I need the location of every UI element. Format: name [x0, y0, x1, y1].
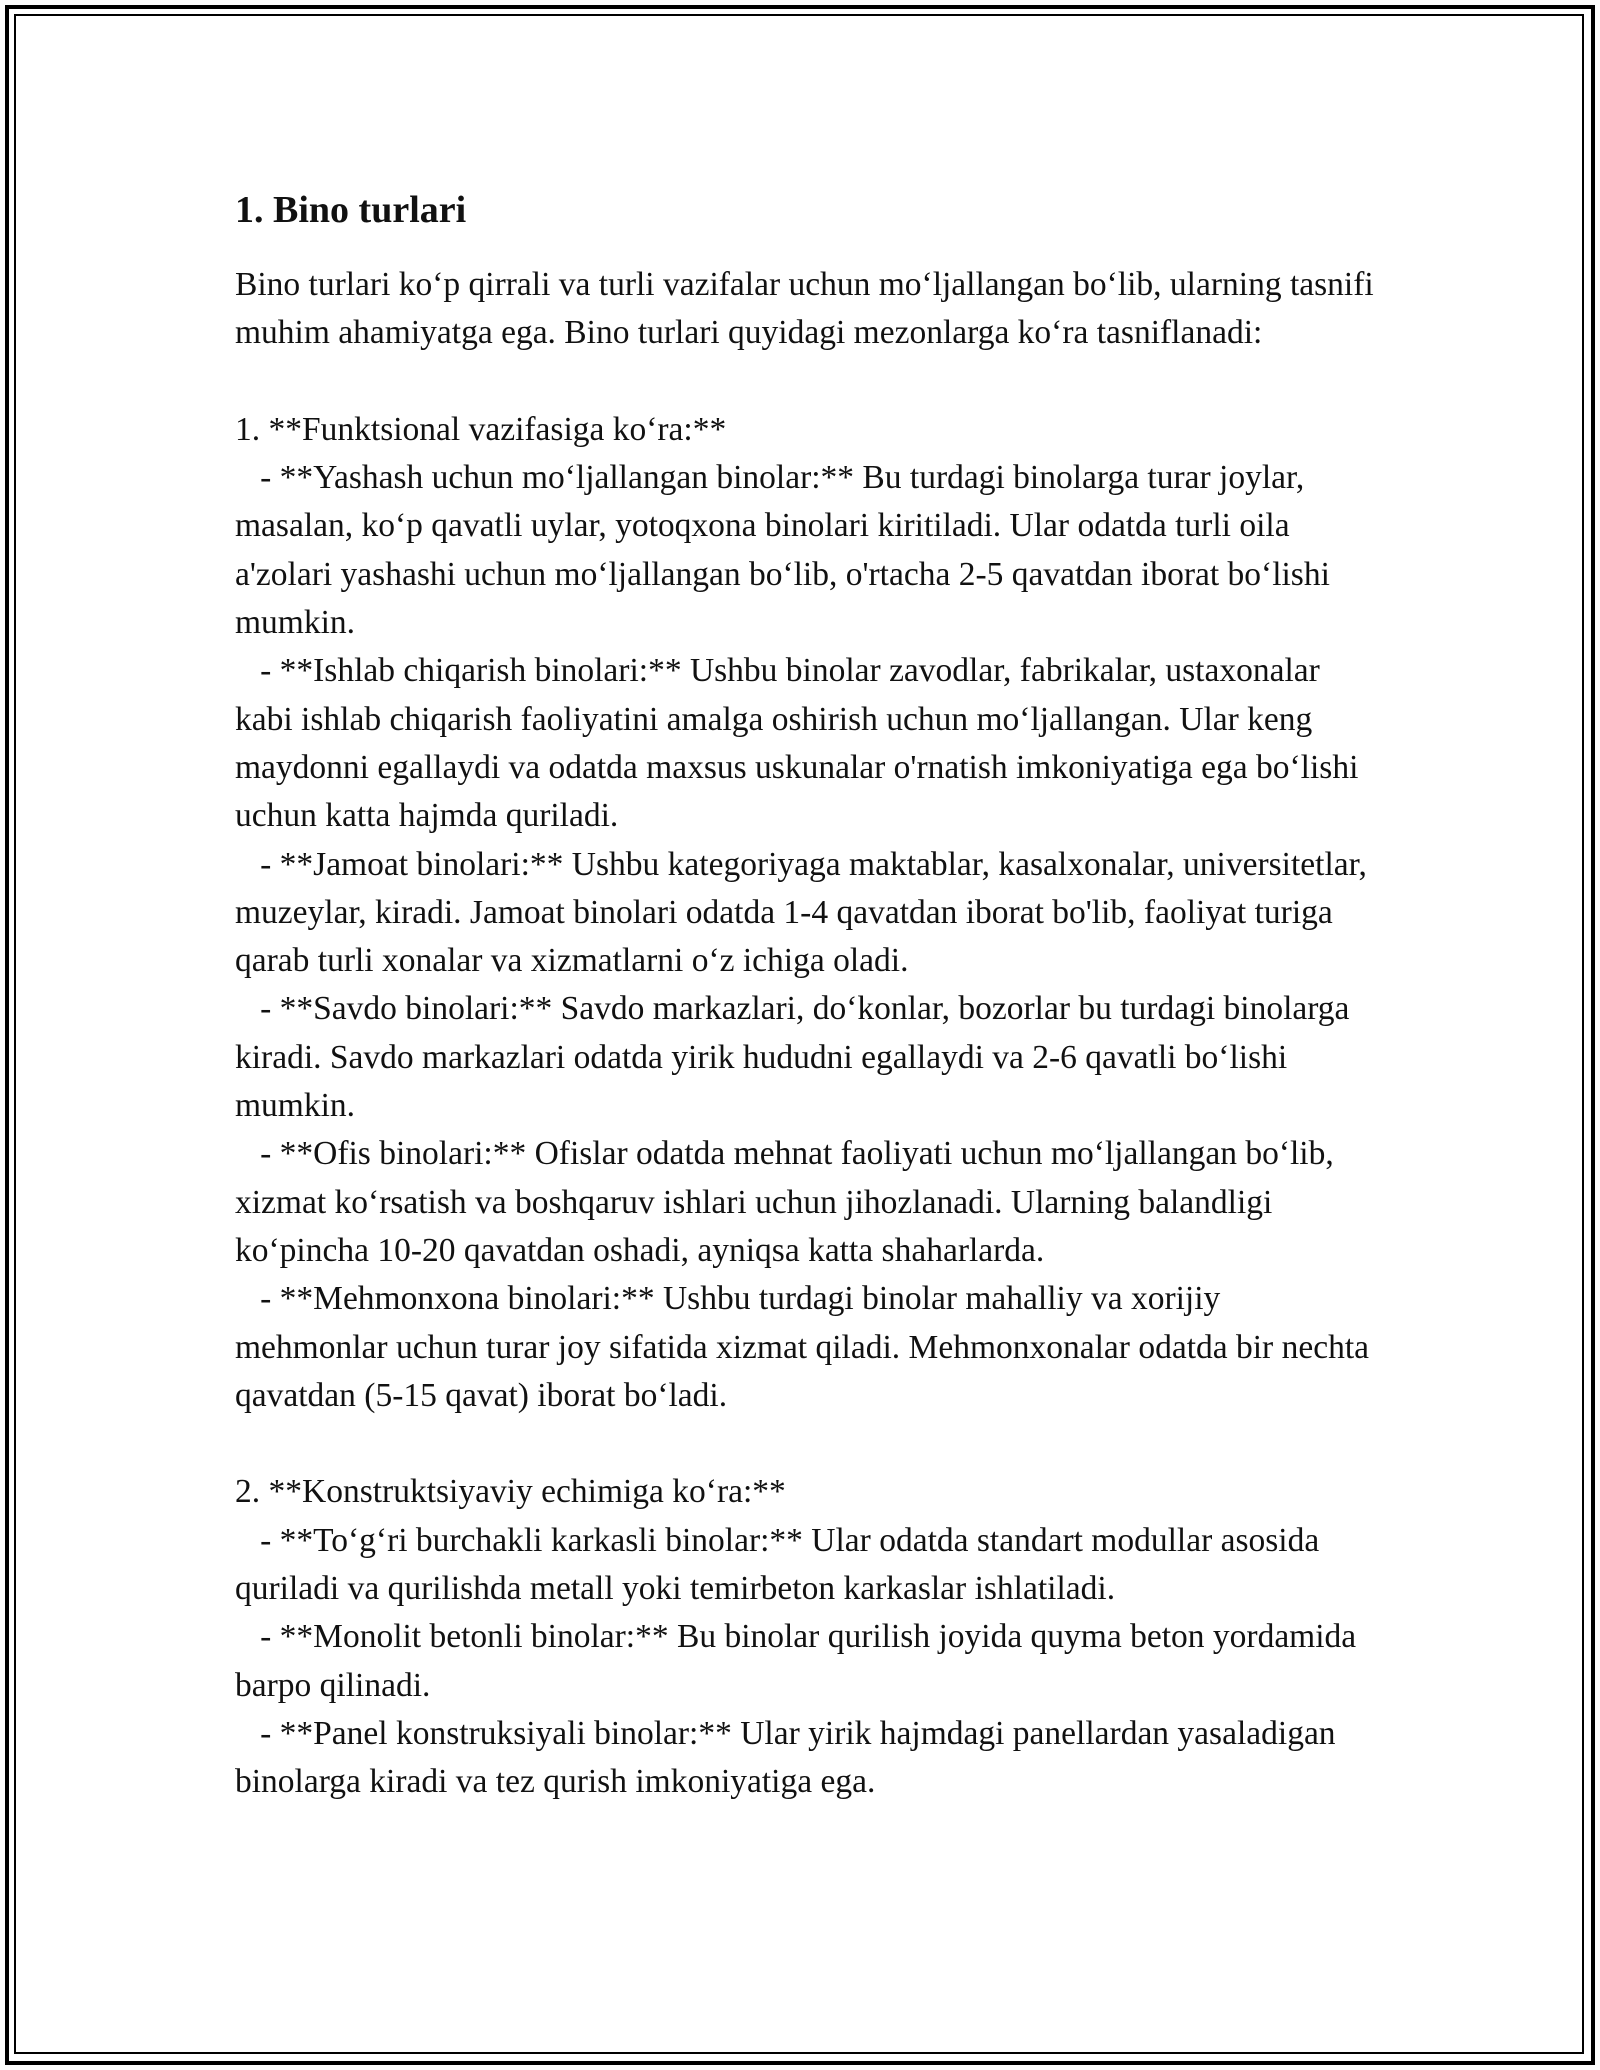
- section-1-item-office: - **Ofis binolari:** Ofislar odatda mehnat faoliyati uchun mo‘ljallangan bo‘lib, xizmat ko‘rsatish va boshqaruv ishlari uchun jihozlanadi. Ularning balandligi ko‘pincha 10-20 qavatdan oshadi, ayniqsa katta shaharlarda.: [235, 1135, 1343, 1269]
- section-1-item-industrial: - **Ishlab chiqarish binolari:** Ushbu binolar zavodlar, fabrikalar, ustaxonalar kabi ishlab chiqarish faoliyatini amalga oshirish uchun mo‘ljallangan. Ular keng maydonni egallaydi va odatda maxsus uskunalar o'rnatish imkoniyatiga ega bo‘lishi uchun katta hajmda quriladi.: [235, 652, 1367, 835]
- spacer: [235, 358, 1380, 406]
- section-1-item-residential: - **Yashash uchun mo‘ljallangan binolar:** Bu turdagi binolarga turar joylar, masalan, ko‘p qavatli uylar, yotoqxona binolari kiritiladi. Ular odatda turli oila a'zolari yashashi uchun mo‘ljallangan bo‘lib, o'rtacha 2-5 qavatdan iborat bo‘lishi mumkin.: [235, 459, 1339, 642]
- page-title: 1. Bino turlari: [235, 189, 467, 231]
- section-2-item-panel: - **Panel konstruksiyali binolar:** Ular yirik hajmdagi panellardan yasaladigan binolarga kiradi va tez qurish imkoniyatiga ega.: [235, 1714, 1344, 1801]
- section-1-item-hotel: - **Mehmonxona binolari:** Ushbu turdagi binolar mahalliy va xorijiy mehmonlar uchun turar joy sifatida xizmat qiladi. Mehmonxonalar odatda bir nechta qavatdan (5-15 qavat) iborat bo‘ladi.: [235, 1280, 1378, 1414]
- section-2-item-monolith: - **Monolit betonli binolar:** Bu binolar qurilish joyida quyma beton yordamida barpo qilinadi.: [235, 1618, 1365, 1704]
- section-2-item-frame: - **To‘g‘ri burchakli karkasli binolar:** Ular odatda standart modullar asosida quriladi va qurilishda metall yoki temirbeton karkaslar ishlatiladi.: [235, 1521, 1328, 1608]
- section-1-item-commercial: - **Savdo binolari:** Savdo markazlari, do‘konlar, bozorlar bu turdagi binolarga kiradi. Savdo markazlari odatda yirik hududni egallaydi va 2-6 qavatli bo‘lishi mumkin.: [235, 990, 1358, 1125]
- intro-paragraph: Bino turlari ko‘p qirrali va turli vazifalar uchun mo‘ljallangan bo‘lib, ularning tasnifi muhim ahamiyatga ega. Bino turlari quyidagi mezonlarga ko‘ra tasniflanadi:: [235, 266, 1383, 352]
- document-body: [235, 185, 1383, 1807]
- spacer: [235, 1420, 1380, 1468]
- section-2-title: 2. **Konstruktsiyaviy echimiga ko‘ra:**: [235, 1473, 786, 1511]
- section-1-title: 1. **Funktsional vazifasiga ko‘ra:**: [235, 410, 727, 448]
- section-1-item-public: - **Jamoat binolari:** Ushbu kategoriyaga maktablar, kasalxonalar, universitetlar, muzeylar, kiradi. Jamoat binolari odatda 1-4 qavatdan iborat bo'lib, faoliyat turiga qarab turli xonalar va xizmatlarni o‘z ichiga oladi.: [235, 845, 1376, 980]
